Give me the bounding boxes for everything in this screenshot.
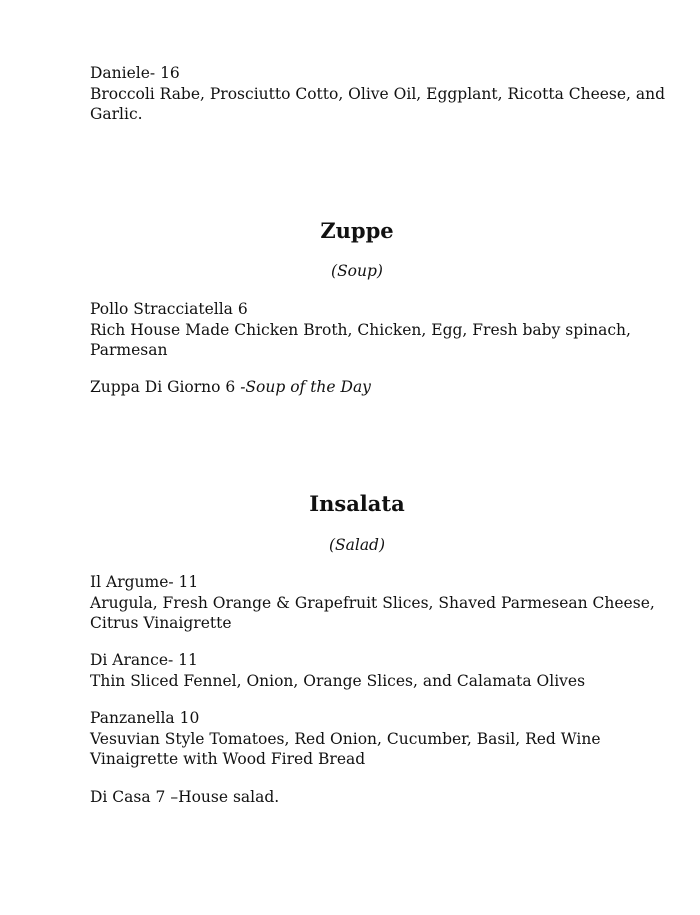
item-title: Daniele- 16 bbox=[90, 64, 180, 82]
menu-item-il-argume bbox=[90, 572, 655, 634]
item-description: Citrus Vinaigrette bbox=[90, 614, 232, 632]
menu-item-di-casa bbox=[90, 787, 630, 808]
item-description: Thin Sliced Fennel, Onion, Orange Slices, and Calamata Olives bbox=[90, 671, 586, 690]
menu-item-di-arance bbox=[90, 650, 630, 691]
item-description: Vinaigrette with Wood Fired Bread bbox=[90, 750, 366, 768]
item-title: Di Casa 7 –House salad. bbox=[90, 788, 280, 806]
menu-item-zuppa-di-giorno bbox=[90, 377, 630, 398]
item-title: Di Arance- 11 bbox=[90, 651, 198, 669]
item-description: Garlic. bbox=[90, 105, 143, 123]
section-subheading-salad: (Salad) bbox=[328, 536, 386, 554]
menu-item-pollo-stracciatella bbox=[90, 299, 630, 361]
item-description: Parmesan bbox=[90, 341, 168, 359]
section-heading-insalata: Insalata bbox=[309, 491, 405, 516]
item-description: Arugula, Fresh Orange & Grapefruit Slices, Shaved Parmesean Cheese, bbox=[90, 593, 655, 612]
item-title: Pollo Stracciatella 6 bbox=[90, 300, 248, 318]
section-heading-zuppe: Zuppe bbox=[320, 218, 394, 243]
menu-item-panzanella bbox=[90, 708, 630, 770]
item-note: -Soup of the Day bbox=[240, 378, 371, 396]
section-subheading-soup: (Soup) bbox=[331, 262, 383, 280]
item-title: Panzanella 10 bbox=[90, 709, 200, 727]
item-description: Broccoli Rabe, Prosciutto Cotto, Olive Oil, Eggplant, Ricotta Cheese, and bbox=[90, 84, 666, 103]
item-title: Il Argume- 11 bbox=[90, 573, 199, 591]
item-description: Rich House Made Chicken Broth, Chicken, Egg, Fresh baby spinach, bbox=[90, 320, 631, 339]
item-title: Zuppa Di Giorno 6 bbox=[90, 378, 241, 396]
item-title-line bbox=[90, 377, 630, 398]
item-description: Vesuvian Style Tomatoes, Red Onion, Cucumber, Basil, Red Wine bbox=[90, 729, 601, 748]
menu-item-daniele bbox=[90, 63, 666, 125]
